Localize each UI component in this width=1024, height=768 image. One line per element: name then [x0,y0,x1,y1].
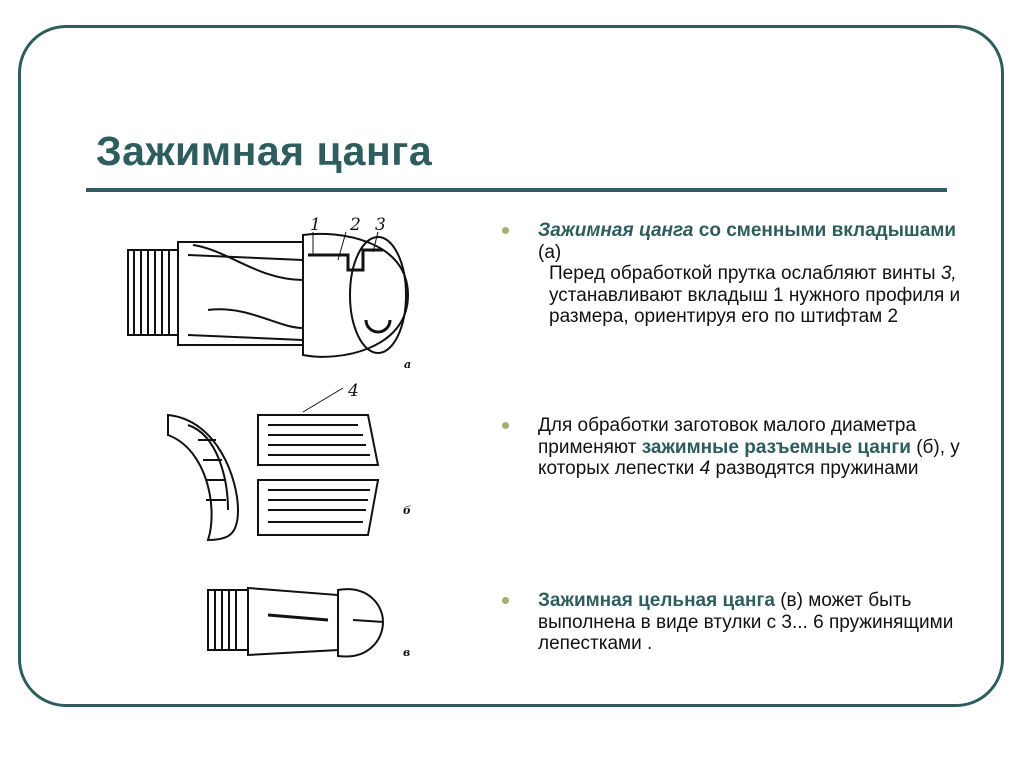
label-v: в [403,646,411,659]
label-3: 3 [375,215,386,235]
collet-illustration [98,210,428,670]
ref-a: (а) [538,241,562,263]
collet-a-drawing [128,232,408,357]
term-split-collet: зажимные разъемные цанги [641,436,911,458]
label-a: а [404,358,412,371]
title-underline [86,188,947,192]
collet-b-drawing [168,388,378,540]
bullet-dot [502,597,509,604]
term-collet: Зажимная цанга [538,220,694,241]
term-inserts: со сменными вкладышами [693,220,957,241]
bullet-paragraph: Перед обработкой прутка ослабляют винты 3, устанавливают вкладыш 1 нужного профиля и размера, ориентируя его по штифтам 2 [549,263,961,327]
bullet-dot [502,422,509,429]
bullet-text: Для обработки заготовок малого диаметра применяют зажимные разъемные цанги (б), у которых лепестки 4 разводятся пружинами [538,415,960,479]
term-solid-collet: Зажимная цельная цанга [538,590,775,611]
label-2: 2 [350,215,361,235]
bullet-text: Зажимная цельная цанга (в) может быть выполнена в виде втулки с 3... 6 пружинящими лепестками . [538,590,954,654]
label-b: б [403,504,411,517]
label-1: 1 [310,215,321,235]
bullet-text [538,220,978,328]
label-4: 4 [348,381,359,401]
bullet-dot [502,227,509,234]
slide-title: Зажимная цанга [96,128,433,174]
collet-c-drawing [208,588,383,657]
